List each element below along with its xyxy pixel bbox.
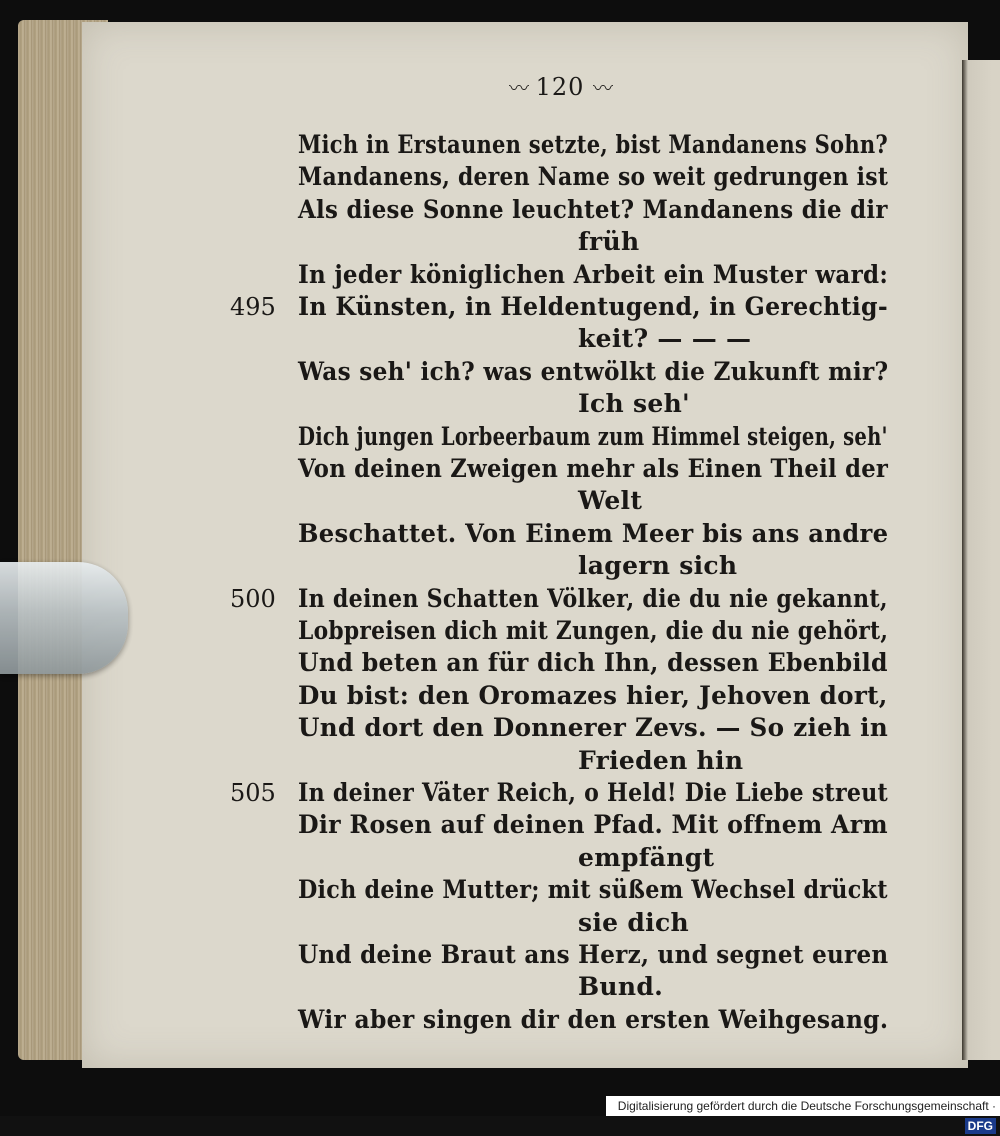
dfg-logo: DFG: [965, 1118, 996, 1134]
verse-line: Als diese Sonne leuchtet? Mandanens die dir: [298, 194, 888, 224]
ornament-left: 〰: [508, 76, 527, 100]
verse-line: Und dort den Donnerer Zevs. — So zieh in: [298, 713, 889, 743]
book-clamp: [0, 562, 128, 674]
line-number: 505: [230, 779, 276, 807]
verse-line: In deiner Väter Reich, o Held! Die Liebe streut: [298, 778, 888, 807]
verse-line: Und beten an für dich Ihn, dessen Ebenbild: [298, 648, 888, 678]
verse-line: sie dich: [578, 907, 689, 937]
verse-line: Von deinen Zweigen mehr als Einen Theil der: [298, 454, 889, 483]
verse-line: Mich in Erstaunen setzte, bist Mandanens Sohn?: [298, 130, 889, 159]
verse-line: Welt: [578, 486, 643, 516]
verse-line: Bund.: [578, 972, 664, 1002]
verse-line: lagern sich: [578, 551, 738, 581]
verse-line: Du bist: den Oromazes hier, Jehoven dort,: [298, 680, 888, 710]
next-page-edge: [962, 60, 1000, 1060]
verse-line: Beschattet. Von Einem Meer bis ans andre: [298, 518, 889, 548]
verse-line: In Künsten, in Heldentugend, in Gerechtig-: [298, 292, 888, 321]
verse-line: empfängt: [578, 842, 715, 872]
verse-line: früh: [578, 227, 640, 257]
verse-line: Dich deine Mutter; mit süßem Wechsel drückt: [298, 875, 888, 905]
verse-line: Und deine Braut ans Herz, und segnet euren: [298, 940, 889, 969]
ornament-right: 〰: [593, 76, 612, 100]
line-number: 495: [230, 293, 276, 321]
verse-line: In jeder königlichen Arbeit ein Muster ward:: [298, 259, 889, 289]
funding-footer: [606, 1096, 1000, 1133]
verse-line: Frieden hin: [578, 745, 744, 775]
page-header: [470, 72, 650, 101]
verse-line: keit? — — —: [578, 324, 752, 354]
verse-line: Dir Rosen auf deinen Pfad. Mit offnem Arm: [298, 810, 888, 840]
verse-line: Was seh' ich? was entwölkt die Zukunft mir?: [298, 356, 889, 386]
verse-line: Mandanens, deren Name so weit gedrungen ist: [298, 162, 889, 192]
verse-line: Dich jungen Lorbeerbaum zum Himmel steigen, seh': [298, 421, 888, 451]
line-number: 500: [230, 584, 276, 613]
verse-line: Lobpreisen dich mit Zungen, die du nie gehört,: [298, 616, 889, 645]
verse-line: Ich seh': [578, 389, 691, 419]
page-number: 120: [535, 73, 585, 101]
verse-line: Wir aber singen dir den ersten Weihgesang.: [298, 1004, 889, 1034]
verse-line: In deinen Schatten Völker, die du nie gekannt,: [298, 583, 888, 613]
footer-text: Digitalisierung gefördert durch die Deutsche Forschungsgemeinschaft ·: [617, 1099, 996, 1113]
